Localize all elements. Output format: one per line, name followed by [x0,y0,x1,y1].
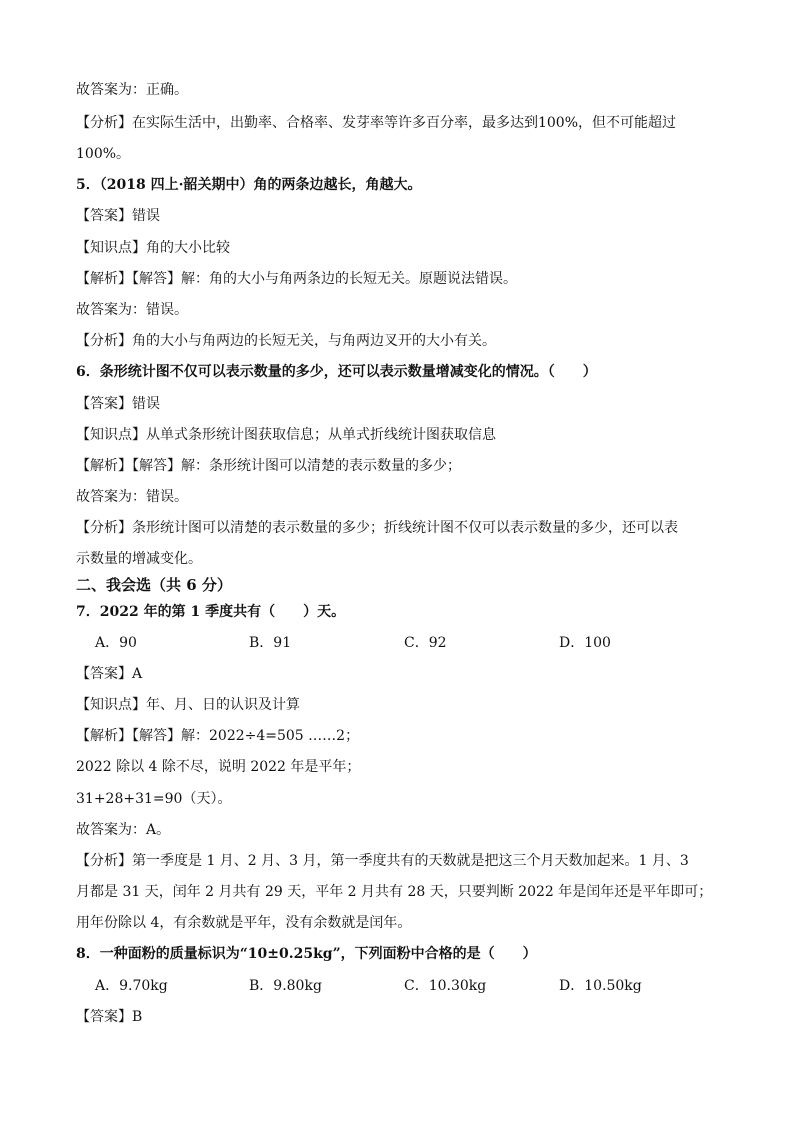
q7-option-d: D．100 [559,635,611,651]
answer-line: 【答案】B [76,1009,143,1025]
question-6: 6．条形统计图不仅可以表示数量的多少，还可以表示数量增减变化的情况。（ ） [76,364,597,380]
q8-option-b: B．9.80kg [249,978,322,994]
analysis-line-continued: 示数量的增减变化。 [76,551,202,567]
solution-line: 【解析】【解答】解：2022÷4=505 ……2； [76,728,360,744]
q7-option-b: B．91 [249,635,292,651]
section-heading: 二、我会选（共 6 分） [76,576,232,594]
knowledge-point-line: 【知识点】从单式条形统计图获取信息；从单式折线统计图获取信息 [76,427,496,443]
knowledge-point-line: 【知识点】年、月、日的认识及计算 [76,697,300,713]
analysis-line: 【分析】条形统计图可以清楚的表示数量的多少；折线统计图不仅可以表示数量的多少，还可以表 [76,520,678,536]
answer-line: 故答案为：错误。 [76,489,188,505]
q7-option-a: A．90 [95,635,137,651]
analysis-line: 【分析】角的大小与角两边的长短无关，与角两边叉开的大小有关。 [76,333,496,349]
question-7: 7．2022 年的第 1 季度共有（ ）天。 [76,604,346,620]
answer-line: 【答案】错误 [76,396,160,412]
q8-option-c: C．10.30kg [404,978,487,994]
answer-line: 【答案】A [76,666,143,682]
solution-line: 【解析】【解答】解：条形统计图可以清楚的表示数量的多少； [76,458,461,474]
solution-line: 【解析】【解答】解：角的大小与角两条边的长短无关。原题说法错误。 [76,271,517,287]
answer-line: 故答案为：A。 [76,822,171,838]
analysis-line: 【分析】第一季度是 1 月、2 月、3 月，第一季度共有的天数就是把这三个月天数加起来。1 月、3 [76,853,689,869]
solution-line: 2022 除以 4 除不尽，说明 2022 年是平年； [76,759,361,775]
analysis-line-continued: 100%。 [76,146,131,162]
analysis-line: 【分析】在实际生活中，出勤率、合格率、发芽率等许多百分率，最多达到100%，但不可能超过 [76,115,677,131]
answer-line: 故答案为：正确。 [76,82,188,98]
question-8: 8．一种面粉的质量标识为“10±0.25kg”，下列面粉中合格的是（ ） [76,946,537,962]
solution-line: 31+28+31=90（天）。 [76,791,232,807]
knowledge-point-line: 【知识点】角的大小比较 [76,240,230,256]
q7-option-c: C．92 [404,635,447,651]
question-5: 5．（2018 四上·韶关期中）角的两条边越长，角越大。 [76,177,422,193]
answer-line: 【答案】错误 [76,208,160,224]
q8-option-d: D．10.50kg [559,978,642,994]
analysis-line-continued: 用年份除以 4，有余数就是平年，没有余数就是闰年。 [76,915,412,931]
answer-line: 故答案为：错误。 [76,302,188,318]
q8-option-a: A．9.70kg [95,978,168,994]
analysis-line-continued: 月都是 31 天，闰年 2 月共有 29 天，平年 2 月共有 28 天，只要判断 2022 年是闰年还是平年即可； [76,884,713,900]
